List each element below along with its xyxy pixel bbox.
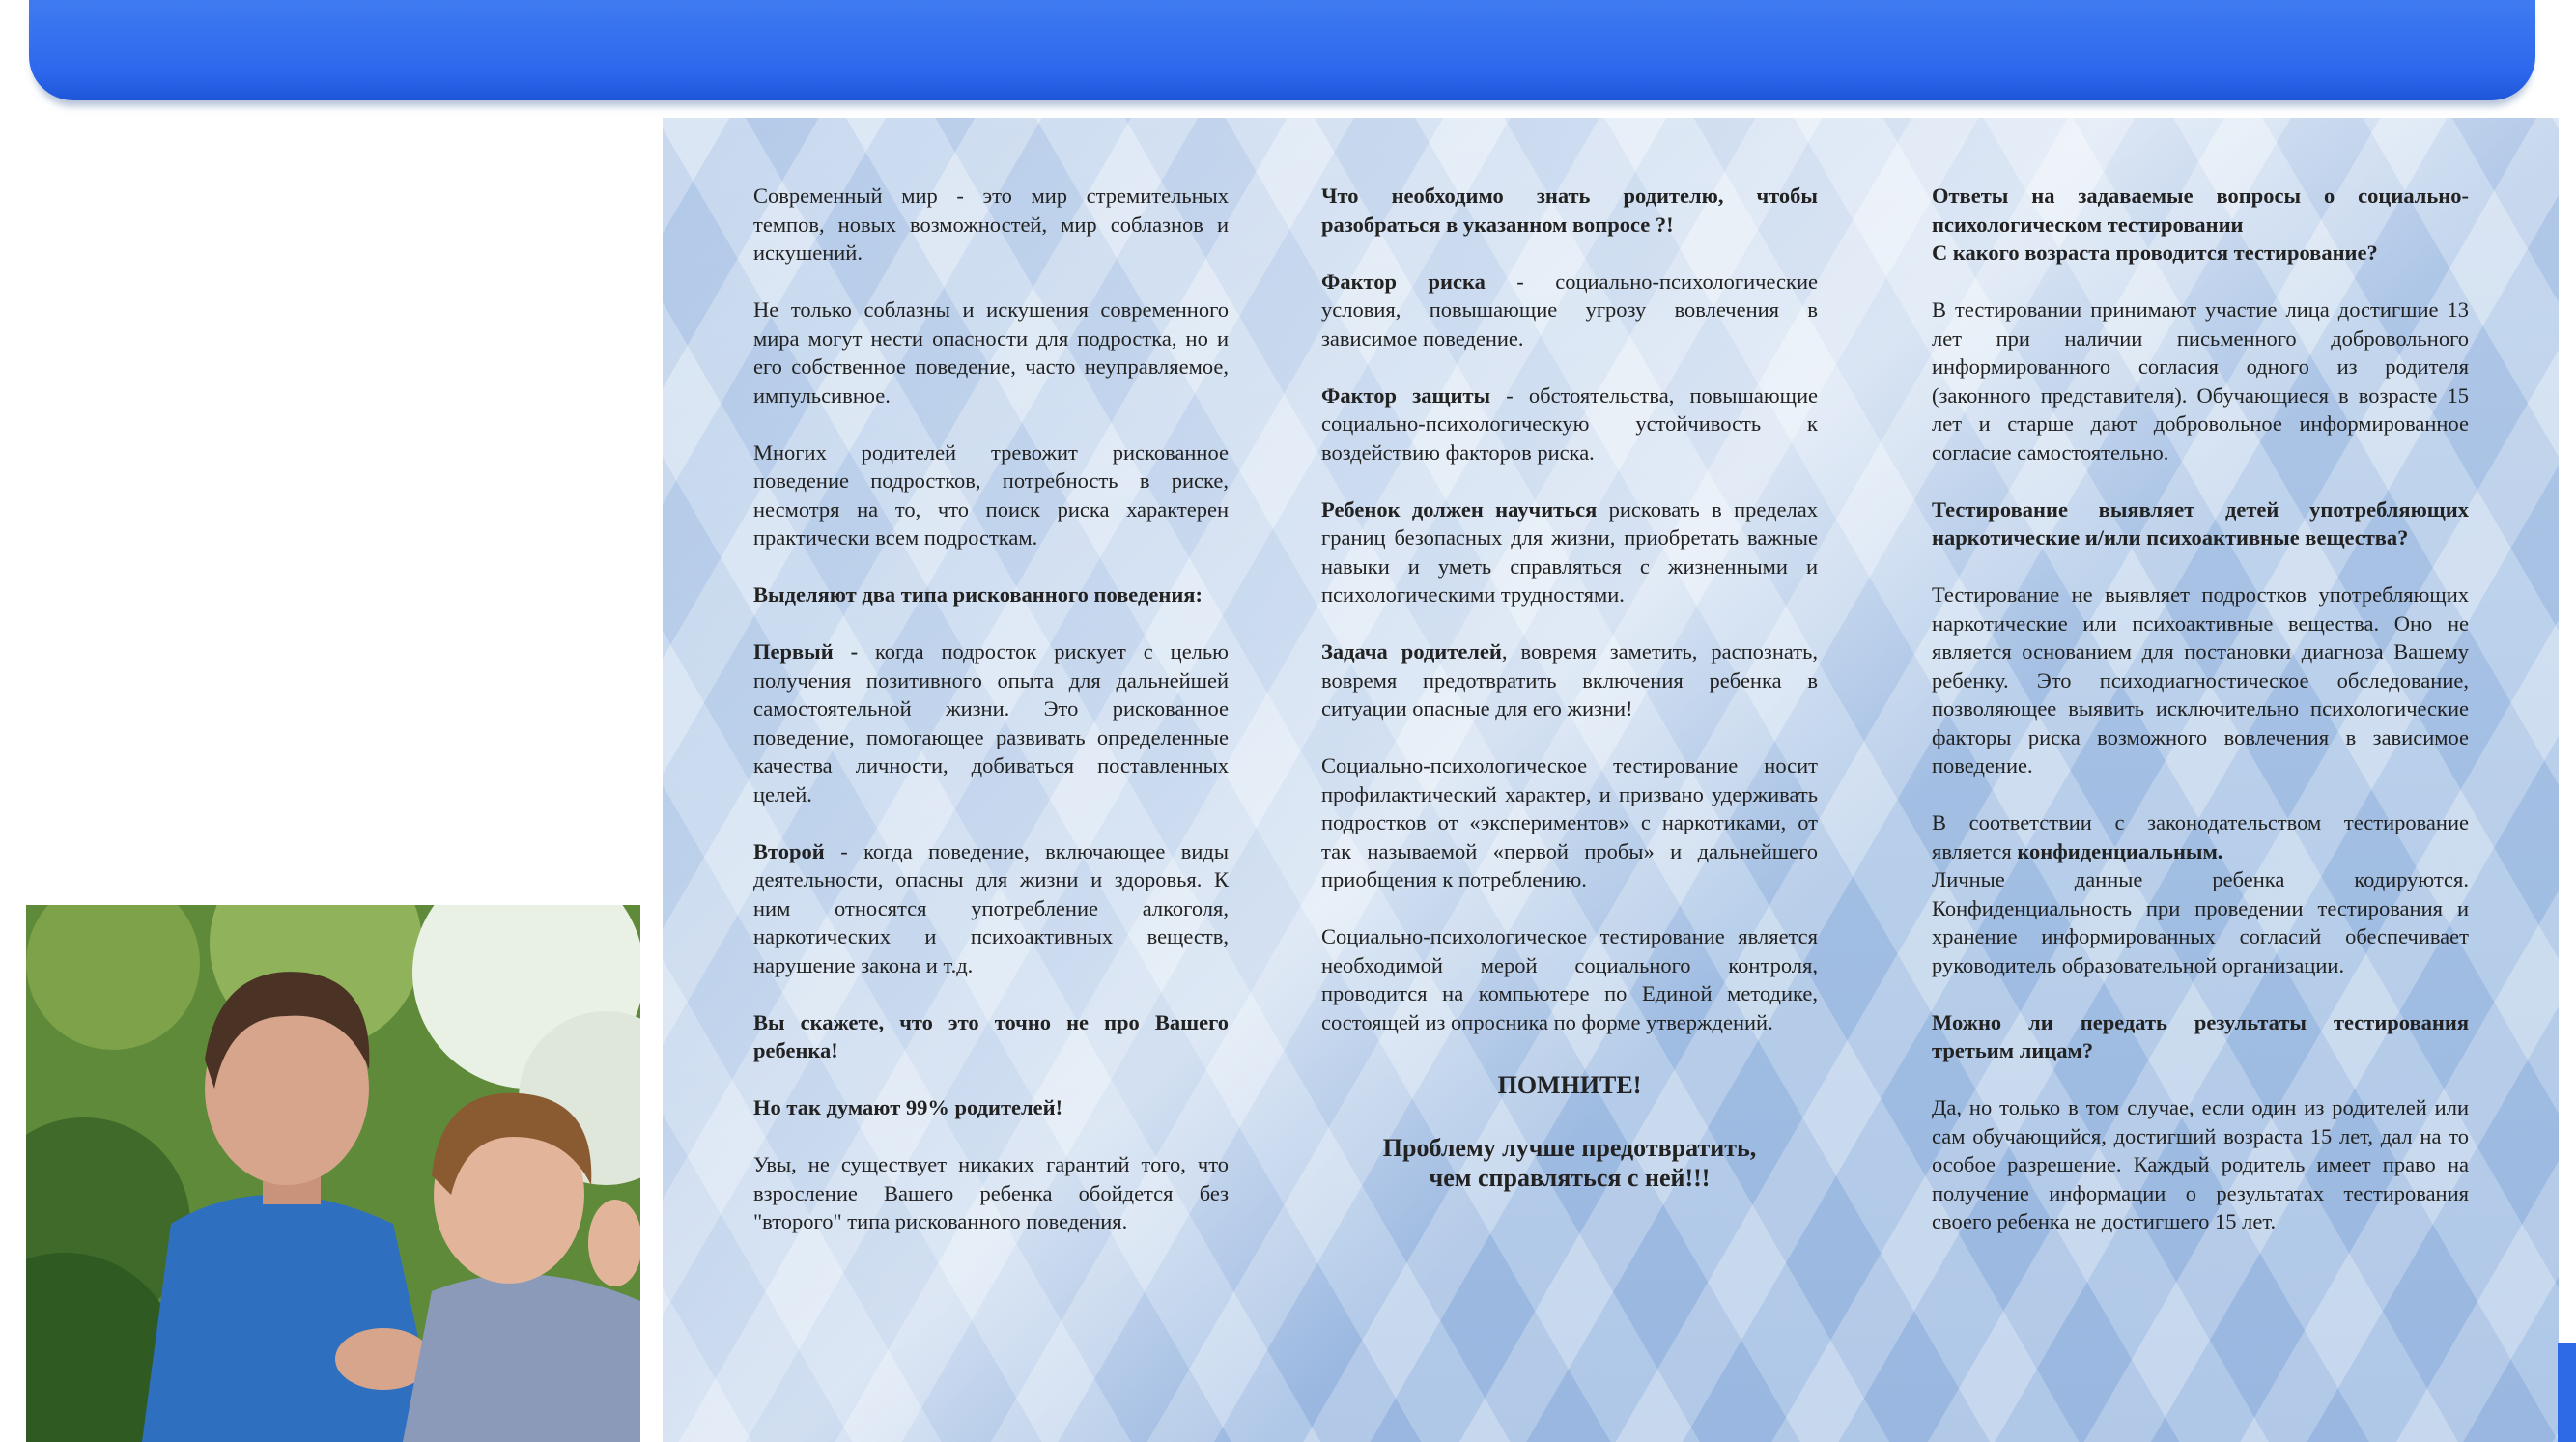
first-type-paragraph: Первый - когда подросток рискует с целью получения позитивного опыта для дальнейшей самостоятельной жизни. Это рискованное поведение, помогающее развивать определенные качества личности, добиваться поставленных целей. (753, 639, 1229, 806)
testing-purpose-paragraph: Социально-психологическое тестирование носит профилактический характер, и призвано удерживать подростков от «экспериментов» с наркотиками, от так называемой «первой пробы» и дальнейшего приобщения к потреблению. (1321, 753, 1818, 891)
brochure-column-3 (1932, 182, 2469, 1264)
third-parties-question: Можно ли передать результаты тестирования третьим лицам? (1932, 1009, 2469, 1062)
remember-heading: ПОМНИТЕ! (1497, 1071, 1642, 1099)
header-bar (29, 0, 2535, 100)
no-guarantee-paragraph: Увы, не существует никаких гарантий того, что взросление Вашего ребенка обойдется без "второго" типа рискованного поведения. (753, 1152, 1229, 1233)
parents-task-paragraph: Задача родителей, вовремя заметить, распознать, вовремя предотвратить включения ребенка в ситуации опасные для его жизни! (1321, 639, 1818, 721)
photo-illustration-icon (26, 905, 640, 1442)
dangers-paragraph: Не только соблазны и искушения современного мира могут нести опасности для подростка, но и его собственное поведение, часто неуправляемое, импульсивное. (753, 297, 1229, 408)
child-must-learn-paragraph: Ребенок должен научиться рисковать в пределах границ безопасных для жизни, приобретать важные навыки и уметь справляться с жизненными и психологическими трудностями. (1321, 496, 1818, 607)
testing-control-paragraph: Социально-психологическое тестирование является необходимой мерой социального контроля, проводится на компьютере по Единой методике, состоящей из опросника по форме утверждений. (1321, 924, 1818, 1034)
ninety-nine-percent-paragraph: Но так думают 99% родителей! (753, 1095, 1063, 1119)
risk-types-heading: Выделяют два типа рискованного поведения: (753, 582, 1203, 607)
not-my-child-paragraph: Вы скажете, что это точно не про Вашего ребенка! (753, 1009, 1229, 1062)
brochure-column-2 (1321, 182, 1818, 1221)
next-slide-edge (2558, 1343, 2576, 1442)
age-answer-paragraph: В тестировании принимают участие лица достигшие 13 лет при наличии письменного добровольного информированного согласия одного из родителя (законного представителя). Обучающиеся в возрасте 15 лет и старше дают добровольное информированное согласие самостоятельно. (1932, 297, 2469, 465)
parents-worry-paragraph: Многих родителей тревожит рискованное поведение подростков, потребность в риске, несмотря на то, что поиск риска характерен практически всем подросткам. (753, 439, 1229, 550)
father-and-son-photo (26, 905, 640, 1442)
risk-factor-paragraph: Фактор риска - социально-психологические условия, повышающие угрозу вовлечения в зависимое поведение. (1321, 269, 1818, 351)
faq-heading: Ответы на задаваемые вопросы о социально-психологическом тестировании С какого возраста проводится тестирование? (1932, 184, 2469, 265)
intro-paragraph: Современный мир - это мир стремительных темпов, новых возможностей, мир соблазнов и искушений. (753, 184, 1229, 265)
brochure-page (663, 118, 2559, 1442)
second-type-paragraph: Второй - когда поведение, включающее виды деятельности, опасны для жизни и здоровья. К ним относятся употребление алкоголя, наркотических и психоактивных веществ, нарушение закона и т.д. (753, 838, 1229, 977)
protection-factor-paragraph: Фактор защиты - обстоятельства, повышающие социально-психологическую устойчивость к воздействию факторов риска. (1321, 382, 1818, 465)
what-to-know-heading: Что необходимо знать родителю, чтобы разобраться в указанном вопросе ?! (1321, 184, 1818, 237)
detection-question: Тестирование выявляет детей употребляющих наркотические и/или психоактивные вещества? (1932, 496, 2469, 550)
confidentiality-paragraph: В соответствии с законодательством тестирование является конфиденциальным. Личные данные ребенка кодируются. Конфиденциальность при проведении тестирования и хранение информированных согласий обеспечивает руководитель образовательной организации. (1932, 810, 2469, 977)
third-parties-answer-paragraph: Да, но только в том случае, если один из родителей или сам обучающийся, достигший возраста 15 лет, дал на то особое разрешение. Каждый родитель имеет право на получение информации о результатах тестирования своего ребенка не достигшего 15 лет. (1932, 1095, 2469, 1233)
detection-answer-paragraph: Тестирование не выявляет подростков употребляющих наркотические или психоактивные вещества. Оно не является основанием для постановки диагноза Вашему ребенку. Это психодиагностическое обследование, позволяющее выявить исключительно психологические факторы риска возможного вовлечения в зависимое поведение. (1932, 582, 2469, 778)
motto-text: Проблему лучше предотвратить, чем справляться с ней!!! (1382, 1133, 1757, 1192)
brochure-column-1 (753, 182, 1229, 1264)
